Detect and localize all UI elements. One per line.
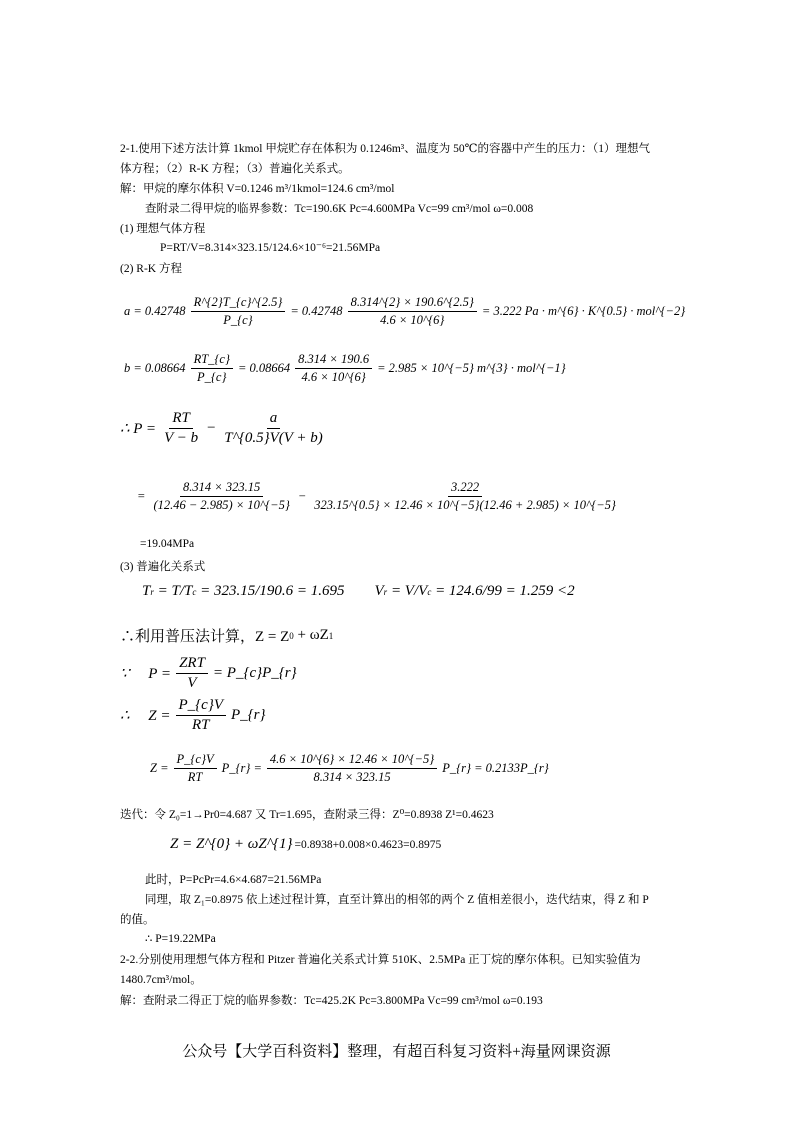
formula-fraction: [267, 752, 437, 785]
solution-intro: 解：甲烷的摩尔体积 V=0.1246 m³/1kmol=124.6 cm³/mol: [120, 183, 395, 195]
formula-fraction: [150, 480, 292, 513]
question-2-1-line2: 体方程；（2）R-K 方程；（3）普遍化关系式。: [120, 163, 350, 175]
footer-watermark: 公众号【大学百科资料】整理，有超百科复习资料+海量网课资源: [182, 1044, 611, 1060]
formula-term: ∴利用普压法计算，Z = Z 0 + ωZ 1: [120, 627, 334, 645]
formula-rk-numeric: [135, 480, 622, 513]
formula-z-sum: [168, 836, 441, 853]
section-3-heading: (3) 普遍化关系式: [120, 561, 206, 573]
ideal-gas-equation: P=RT/V=8.314×323.15/124.6×10⁻⁶=21.56MPa: [160, 242, 381, 254]
fraction-numerator: RT: [169, 410, 193, 429]
z-sum-expr: [168, 836, 295, 853]
formula-rk-a: [122, 295, 687, 328]
formula-fraction: [221, 410, 326, 447]
fraction-numerator: 4.6 × 10^{6} × 12.46 × 10^{−5}: [267, 752, 437, 769]
formula-term: b = 0.08664: [124, 361, 186, 375]
formula-term: = 0.08664: [237, 361, 291, 375]
fraction-numerator: ZRT: [176, 655, 208, 674]
fraction-numerator: R^{2}T_{c}^{2.5}: [191, 295, 286, 312]
formula-term: Z =: [150, 761, 169, 775]
formula-term: −: [297, 489, 307, 503]
formula-term: P_{r} =: [221, 761, 262, 775]
formula-rk-p: [118, 410, 329, 447]
fraction-denominator: P_{c}: [197, 370, 227, 384]
formula-fraction: [176, 697, 226, 734]
formula-term: = P_{c}P_{r}: [212, 665, 297, 681]
question-2-2-line2: 1480.7cm³/mol。: [120, 974, 202, 986]
rk-result: =19.04MPa: [140, 538, 195, 550]
formula-term: ∵ P =: [120, 666, 172, 682]
fraction-numerator: 3.222: [448, 480, 482, 497]
fraction-denominator: 323.15^{0.5} × 12.46 × 10^{−5}(12.46 + 2.985) × 10^{−5}: [314, 498, 616, 512]
fraction-denominator: 8.314 × 323.15: [313, 770, 391, 784]
iteration-note-2: 的值。: [120, 914, 155, 926]
formula-term: T r = T/T c = 323.15/190.6 = 1.695 V r = V/V c = 124.6/99 = 1.259 <2: [142, 583, 575, 599]
z-sum-value: =0.8938+0.008×0.4623=0.8975: [294, 838, 442, 851]
critical-params-methane: 查附录二得甲烷的临界参数：Tc=190.6K Pc=4.600MPa Vc=99 cm³/mol ω=0.008: [145, 203, 534, 215]
fraction-denominator: P_{c}: [223, 313, 253, 327]
fraction-denominator: 4.6 × 10^{6}: [301, 370, 366, 384]
fraction-numerator: 8.314 × 323.15: [180, 480, 263, 497]
formula-term: = 0.42748: [290, 304, 343, 318]
fraction-denominator: (12.46 − 2.985) × 10^{−5}: [153, 498, 290, 512]
fraction-denominator: T^{0.5}V(V + b): [224, 430, 323, 446]
formula-fraction: [348, 295, 477, 328]
formula-fraction: [161, 410, 201, 447]
formula-term: a = 0.42748: [124, 304, 186, 318]
formula-rk-b: [122, 352, 568, 385]
formula-method: [118, 625, 335, 646]
formula-reduced: [140, 583, 577, 600]
fraction-numerator: RT_{c}: [191, 352, 233, 369]
formula-term: ∴ P =: [120, 421, 157, 437]
fraction-numerator: a: [267, 410, 281, 429]
formula-fraction: [191, 295, 286, 328]
formula-term: =: [137, 489, 146, 503]
section-2-heading: (2) R-K 方程: [120, 263, 182, 275]
fraction-numerator: 8.314^{2} × 190.6^{2.5}: [348, 295, 477, 312]
formula-term: = 3.222 Pa · m^{6} · K^{0.5} · mol^{−2}: [481, 304, 686, 318]
formula-term: −: [206, 420, 217, 436]
fraction-numerator: P_{c}V: [174, 752, 217, 769]
formula-term: = 2.985 × 10^{−5} m^{3} · mol^{−1}: [377, 361, 566, 375]
formula-term: P_{r} = 0.2133P_{r}: [442, 761, 549, 775]
fraction-denominator: RT: [187, 770, 203, 784]
fraction-denominator: V − b: [164, 430, 199, 446]
formula-z-calc: [148, 752, 551, 785]
fraction-numerator: P_{c}V: [176, 697, 226, 716]
question-2-2-line1: 2-2.分别使用理想气体方程和 Pitzer 普遍化关系式计算 510K、2.5MPa 正丁烷的摩尔体积。已知实验值为: [120, 954, 641, 966]
formula-term: ∴ Z =: [120, 708, 171, 724]
formula-fraction: [311, 480, 619, 513]
formula-because: [118, 655, 299, 692]
fraction-denominator: RT: [192, 717, 210, 733]
section-1-heading: (1) 理想气体方程: [120, 223, 206, 235]
question-2-1-line1: 2-1.使用下述方法计算 1kmol 甲烷贮存在体积为 0.1246m³、温度为 50℃的容器中产生的压力：（1）理想气: [120, 143, 650, 155]
formula-fraction: [174, 752, 217, 785]
fraction-denominator: V: [187, 675, 197, 691]
formula-term: Z = Z^{0} + ωZ^{1}: [170, 836, 293, 852]
formula-term: P_{r}: [231, 707, 266, 723]
formula-therefore: [118, 697, 268, 734]
critical-params-butane: 解：查附录二得正丁烷的临界参数：Tc=425.2K Pc=3.800MPa Vc=99 cm³/mol ω=0.193: [120, 995, 543, 1007]
fraction-numerator: 8.314 × 190.6: [295, 352, 372, 369]
fraction-denominator: 4.6 × 10^{6}: [380, 313, 445, 327]
formula-fraction: [295, 352, 372, 385]
pressure-now: 此时，P=PcPr=4.6×4.687=21.56MPa: [145, 874, 322, 886]
formula-fraction: [176, 655, 208, 692]
formula-fraction: [191, 352, 233, 385]
final-pressure: ∴ P=19.22MPa: [145, 933, 216, 945]
iteration-text: 迭代：令 Z₀=1→Pr0=4.687 又 Tr=1.695，查附录三得：Z⁰=0.8938 Z¹=0.4623: [120, 809, 494, 821]
iteration-note-1: 同理，取 Z₁=0.8975 依上述过程计算，直至计算出的相邻的两个 Z 值相差很小，迭代结束，得 Z 和 P: [145, 894, 649, 906]
